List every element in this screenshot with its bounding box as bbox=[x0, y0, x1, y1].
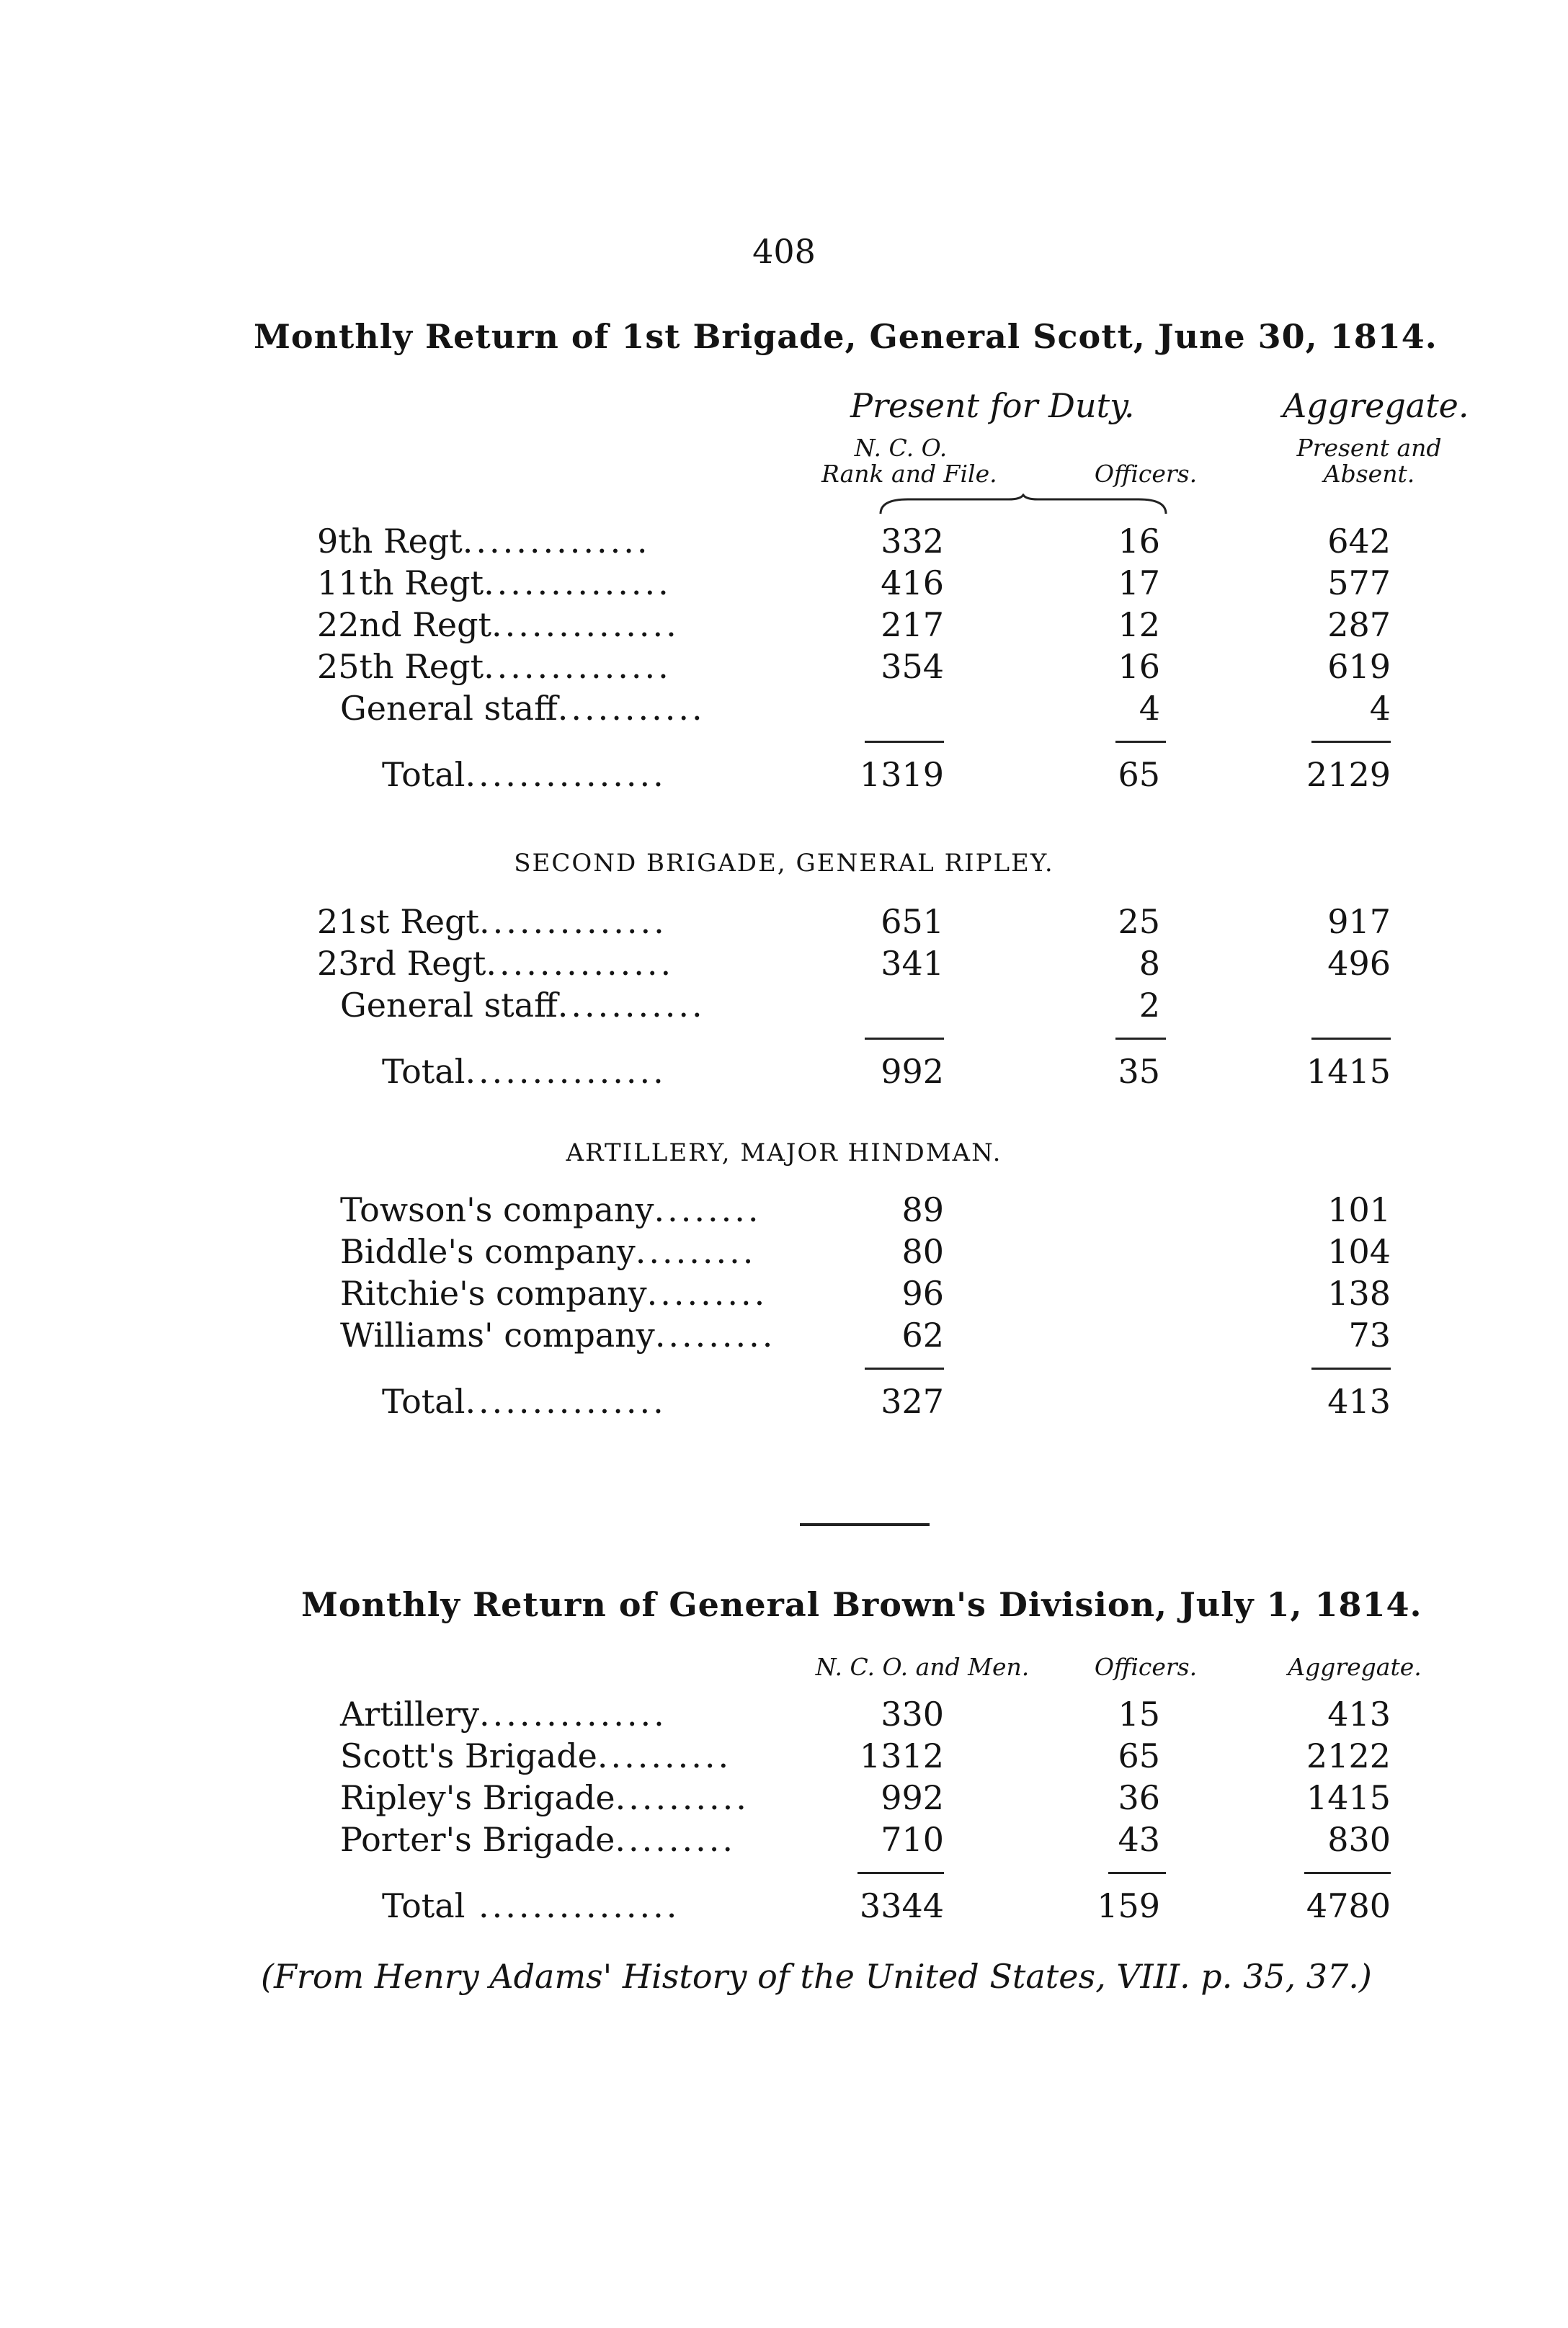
total-row: Total............... 327 413 bbox=[317, 1375, 1391, 1428]
rank-cell: 80 bbox=[901, 1232, 944, 1271]
officers-cell: 17 bbox=[1118, 563, 1160, 602]
aggregate-total: 2129 bbox=[1306, 755, 1391, 794]
officers-cell: 12 bbox=[1118, 605, 1160, 644]
artillery-table bbox=[317, 1189, 1391, 1428]
rank-cell: 217 bbox=[881, 605, 944, 644]
rule-row bbox=[317, 1026, 1391, 1045]
officers-cell: 36 bbox=[1118, 1778, 1160, 1817]
present-for-duty-header: Present for Duty. bbox=[850, 386, 1135, 425]
aggregate-cell: 830 bbox=[1327, 1820, 1391, 1859]
aggregate-cell: 642 bbox=[1327, 522, 1391, 561]
rank-cell: 96 bbox=[901, 1274, 944, 1313]
aggregate-cell: 138 bbox=[1327, 1274, 1391, 1313]
nco-header-line1: N. C. O. bbox=[854, 434, 948, 462]
aggregate-total: 4780 bbox=[1306, 1886, 1391, 1925]
row-label: 22nd Regt bbox=[317, 605, 492, 644]
artillery-section-heading: ARTILLERY, MAJOR HINDMAN. bbox=[566, 1138, 1002, 1167]
table-row: Artillery.............. 330 15 413 bbox=[340, 1695, 1391, 1734]
rule-row bbox=[317, 1356, 1391, 1375]
table-row: 11th Regt.............. 416 17 577 bbox=[317, 563, 1391, 602]
aggregate-header-line1: Present and bbox=[1296, 434, 1442, 462]
officers-total: 159 bbox=[1097, 1886, 1160, 1925]
aggregate-header: Aggregate. bbox=[1283, 386, 1469, 425]
aggregate-cell: 1415 bbox=[1306, 1778, 1391, 1817]
row-label: General staff bbox=[340, 986, 558, 1025]
rule-row bbox=[317, 729, 1391, 748]
officers-cell bbox=[944, 1189, 1160, 1231]
source-citation: (From Henry Adams' History of the United States, VIII. p. 35, 37.) bbox=[261, 1957, 1372, 1996]
rank-total: 3344 bbox=[859, 1886, 944, 1925]
row-label: Biddle's company bbox=[340, 1232, 636, 1271]
table-row: 25th Regt.............. 354 16 619 bbox=[317, 647, 1391, 686]
aggregate-header-line2: Absent. bbox=[1323, 460, 1415, 488]
brown-division-table bbox=[317, 1693, 1391, 1932]
sum-rule bbox=[858, 1872, 944, 1874]
table-row: Ritchie's company......... 96 138 bbox=[340, 1274, 1391, 1313]
row-label: 21st Regt bbox=[317, 902, 480, 941]
table-row: Williams' company......... 62 73 bbox=[340, 1316, 1391, 1355]
sum-rule bbox=[865, 1038, 944, 1040]
rank-cell: 62 bbox=[901, 1316, 944, 1355]
aggregate-total: 1415 bbox=[1306, 1052, 1391, 1091]
rank-cell bbox=[836, 687, 944, 729]
nco-header-line2: Rank and File. bbox=[821, 460, 997, 488]
officers-cell bbox=[944, 1314, 1160, 1356]
rank-cell: 1312 bbox=[859, 1736, 944, 1775]
sum-rule bbox=[1115, 741, 1166, 743]
sum-rule bbox=[1311, 1038, 1391, 1040]
sum-rule bbox=[1304, 1872, 1391, 1874]
brown-return-title: Monthly Return of General Brown's Division, July 1, 1814. bbox=[301, 1585, 1422, 1624]
sum-rule bbox=[1311, 1368, 1391, 1370]
nco-men-header: N. C. O. and Men. bbox=[815, 1653, 1030, 1681]
sum-rule bbox=[1108, 1872, 1166, 1874]
ripley-brigade-table bbox=[317, 901, 1391, 1098]
rank-cell: 330 bbox=[881, 1695, 944, 1734]
aggregate-header: Aggregate. bbox=[1288, 1653, 1422, 1681]
sum-rule bbox=[865, 1368, 944, 1370]
total-label: Total bbox=[382, 1382, 466, 1421]
officers-total: 35 bbox=[1118, 1052, 1160, 1091]
row-label: 25th Regt bbox=[317, 647, 484, 686]
rank-total: 1319 bbox=[859, 755, 944, 794]
aggregate-cell: 917 bbox=[1327, 902, 1391, 941]
rank-cell: 341 bbox=[881, 944, 944, 983]
row-label: General staff bbox=[340, 689, 558, 728]
table-row: General staff........... 2 bbox=[317, 984, 1391, 1026]
aggregate-cell: 577 bbox=[1327, 563, 1391, 602]
table-row: Towson's company........ 89 101 bbox=[340, 1190, 1391, 1229]
row-label: Porter's Brigade bbox=[340, 1820, 615, 1859]
total-row: Total............... 992 35 1415 bbox=[317, 1045, 1391, 1098]
row-label: Ritchie's company bbox=[340, 1274, 647, 1313]
row-label: 23rd Regt bbox=[317, 944, 486, 983]
row-label: 9th Regt bbox=[317, 522, 463, 561]
ripley-section-heading: SECOND BRIGADE, GENERAL RIPLEY. bbox=[514, 849, 1054, 878]
table-row: Porter's Brigade......... 710 43 830 bbox=[340, 1820, 1391, 1859]
rank-total: 992 bbox=[881, 1052, 944, 1091]
officers-total bbox=[944, 1375, 1160, 1428]
officers-cell: 16 bbox=[1118, 647, 1160, 686]
rank-cell: 992 bbox=[881, 1778, 944, 1817]
table-row: 23rd Regt.............. 341 8 496 bbox=[317, 944, 1391, 983]
total-row: Total............... 1319 65 2129 bbox=[317, 748, 1391, 801]
table-row: Biddle's company......... 80 104 bbox=[340, 1232, 1391, 1271]
rank-cell: 416 bbox=[881, 563, 944, 602]
row-label: 11th Regt bbox=[317, 563, 484, 602]
table-row: General staff........... 4 4 bbox=[340, 689, 1391, 728]
aggregate-cell: 496 bbox=[1327, 944, 1391, 983]
rank-cell: 332 bbox=[881, 522, 944, 561]
row-label: Artillery bbox=[340, 1695, 480, 1734]
rank-cell: 354 bbox=[881, 647, 944, 686]
officers-cell bbox=[944, 1231, 1160, 1272]
total-label: Total bbox=[382, 755, 466, 794]
rank-cell: 651 bbox=[881, 902, 944, 941]
aggregate-cell: 73 bbox=[1348, 1316, 1391, 1355]
table-row: Ripley's Brigade.......... 992 36 1415 bbox=[340, 1778, 1391, 1817]
sum-rule bbox=[1311, 741, 1391, 743]
row-label: Towson's company bbox=[340, 1190, 654, 1229]
page-number: 408 bbox=[752, 232, 816, 271]
rank-total: 327 bbox=[881, 1382, 944, 1421]
sum-rule bbox=[865, 741, 944, 743]
total-row: Total ............... 3344 159 4780 bbox=[317, 1879, 1391, 1932]
section-divider bbox=[800, 1523, 930, 1526]
aggregate-cell: 413 bbox=[1327, 1695, 1391, 1734]
rank-cell: 89 bbox=[901, 1190, 944, 1229]
aggregate-cell: 287 bbox=[1327, 605, 1391, 644]
officers-cell: 15 bbox=[1118, 1695, 1160, 1734]
rule-row bbox=[317, 1860, 1391, 1879]
officers-cell: 2 bbox=[1139, 986, 1160, 1025]
brace-icon bbox=[879, 494, 1167, 517]
officers-cell: 43 bbox=[1118, 1820, 1160, 1859]
sum-rule bbox=[1115, 1038, 1166, 1040]
aggregate-cell: 4 bbox=[1369, 689, 1391, 728]
table-row: 9th Regt.............. 332 16 642 bbox=[317, 522, 1391, 561]
officers-cell: 25 bbox=[1118, 902, 1160, 941]
aggregate-cell: 619 bbox=[1327, 647, 1391, 686]
aggregate-total: 413 bbox=[1327, 1382, 1391, 1421]
table-row: 22nd Regt.............. 217 12 287 bbox=[317, 605, 1391, 644]
scott-return-title: Monthly Return of 1st Brigade, General Scott, June 30, 1814. bbox=[254, 317, 1438, 356]
officers-total: 65 bbox=[1118, 755, 1160, 794]
aggregate-cell: 101 bbox=[1327, 1190, 1391, 1229]
rank-cell: 710 bbox=[881, 1820, 944, 1859]
total-label: Total bbox=[382, 1052, 466, 1091]
aggregate-cell: 2122 bbox=[1306, 1736, 1391, 1775]
aggregate-cell bbox=[1160, 984, 1391, 1026]
rank-cell bbox=[836, 984, 944, 1026]
row-label: Scott's Brigade bbox=[340, 1736, 597, 1775]
scott-brigade-table bbox=[317, 520, 1391, 801]
row-label: Williams' company bbox=[340, 1316, 655, 1355]
table-row: 21st Regt.............. 651 25 917 bbox=[317, 902, 1391, 941]
officers-cell: 4 bbox=[1139, 689, 1160, 728]
officers-cell bbox=[944, 1272, 1160, 1314]
officers-cell: 8 bbox=[1139, 944, 1160, 983]
officers-header: Officers. bbox=[1094, 460, 1198, 488]
officers-cell: 16 bbox=[1118, 522, 1160, 561]
row-label: Ripley's Brigade bbox=[340, 1778, 615, 1817]
table-row: Scott's Brigade.......... 1312 65 2122 bbox=[340, 1736, 1391, 1775]
aggregate-cell: 104 bbox=[1327, 1232, 1391, 1271]
total-label: Total bbox=[382, 1886, 466, 1925]
officers-cell: 65 bbox=[1118, 1736, 1160, 1775]
officers-header: Officers. bbox=[1094, 1653, 1198, 1681]
